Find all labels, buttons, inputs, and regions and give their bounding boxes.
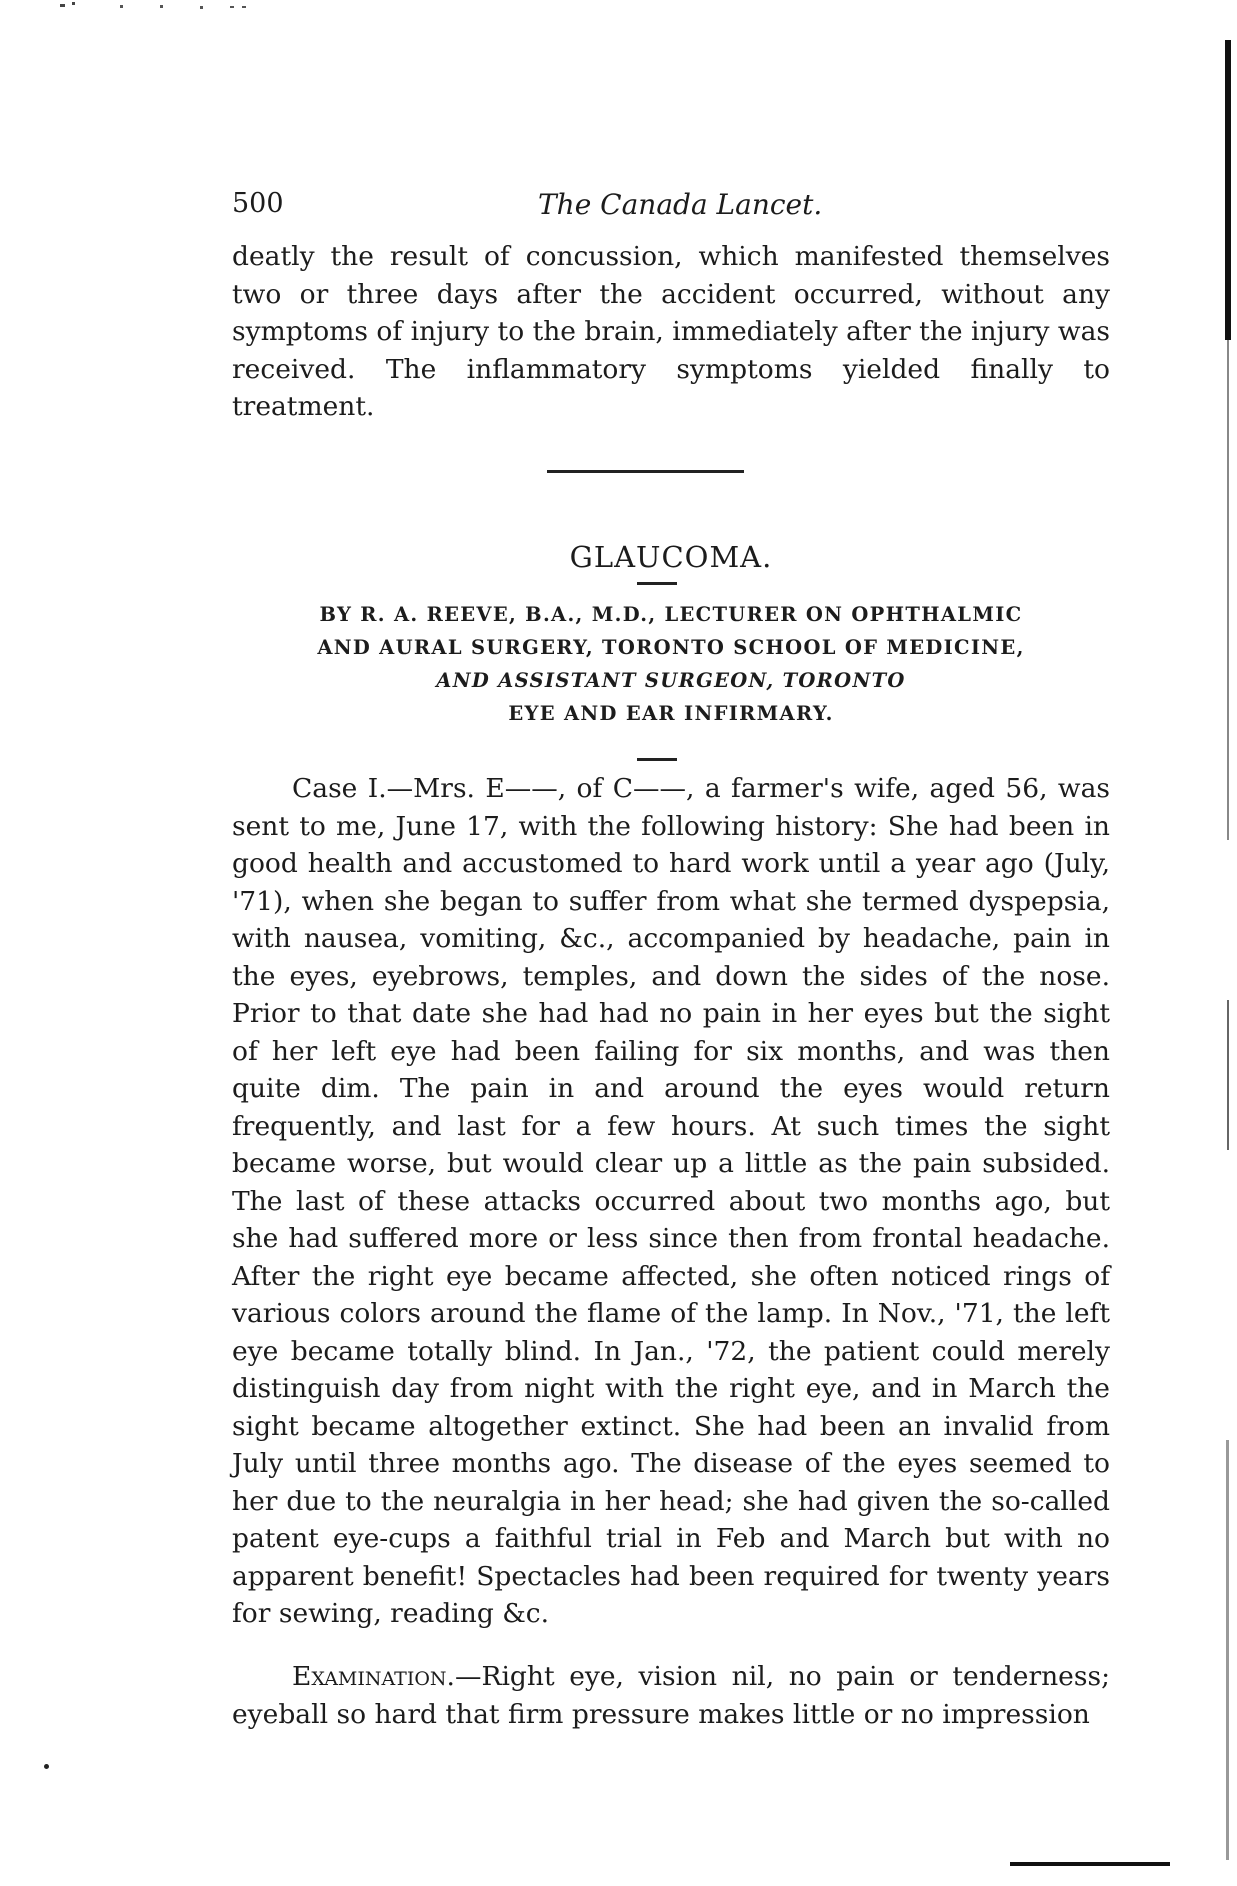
scan-edge-dots [60,0,250,14]
examination-paragraph [232,1658,1110,1733]
byline-line-3: AND ASSISTANT SURGEON, TORONTO [436,669,906,692]
byline-line-4: EYE AND EAR INFIRMARY. [508,702,834,725]
byline-rule [637,758,677,761]
byline-line-2: AND AURAL SURGERY, TORONTO SCHOOL OF MEDICINE, [317,636,1025,659]
bottom-edge-mark [1010,1862,1170,1866]
case-paragraph: Case I.—Mrs. E——, of C——, a farmer's wife, aged 56, was sent to me, June 17, with the following history: She had been in good health and accustomed to hard work until a year ago (July, '71), when she began to suffer from what she termed dyspepsia, with nausea, vomiting, &c., accompanied by headache, pain in the eyes, eyebrows, temples, and down the sides of the nose. Prior to that date she had had no pain in her eyes but the sight of her left eye had been failing for six months, and was then quite dim. The pain in and around the eyes would return frequently, and last for a few hours. At such times the sight became worse, but would clear up a little as the pain subsided. The last of these attacks occurred about two months ago, but she had suffered more or less since then from frontal headache. After the right eye became affected, she often noticed rings of various colors around the flame of the lamp. In Nov., '71, the left eye became totally blind. In Jan., '72, the patient could merely distinguish day from night with the right eye, and in March the sight became altogether extinct. She had been an invalid from July until three months ago. The disease of the eyes seemed to her due to the neuralgia in her head; she had given the so-called patent eye-cups a faithful trial in Feb and March but with no apparent benefit! Spectacles had been required for twenty years for sewing, reading &c. [232,773,1110,1629]
margin-mark [44,1764,49,1769]
byline [232,598,1110,730]
binding-edge-shadow [1220,40,1237,1886]
examination-heading: Examination. [292,1661,455,1692]
examination-text: —Right eye, vision nil, no pain or tenderness; eyeball so hard that firm pressure makes little or no impression [232,1661,1110,1730]
running-head [232,188,1112,222]
page-number: 500 [232,188,284,219]
section-divider [547,470,744,473]
article-title: GLAUCOMA. [569,540,773,574]
title-rule [637,582,677,585]
byline-line-1: BY R. A. REEVE, B.A., M.D., LECTURER ON OPHTHALMIC [319,603,1023,626]
carryover-paragraph: deatly the result of concussion, which manifested themselves two or three days after the accident occurred, without any symptoms of injury to the brain, immediately after the injury was received. The inflammatory symptoms yielded finally to treatment. [232,241,1110,422]
journal-title: The Canada Lancet. [538,188,823,221]
